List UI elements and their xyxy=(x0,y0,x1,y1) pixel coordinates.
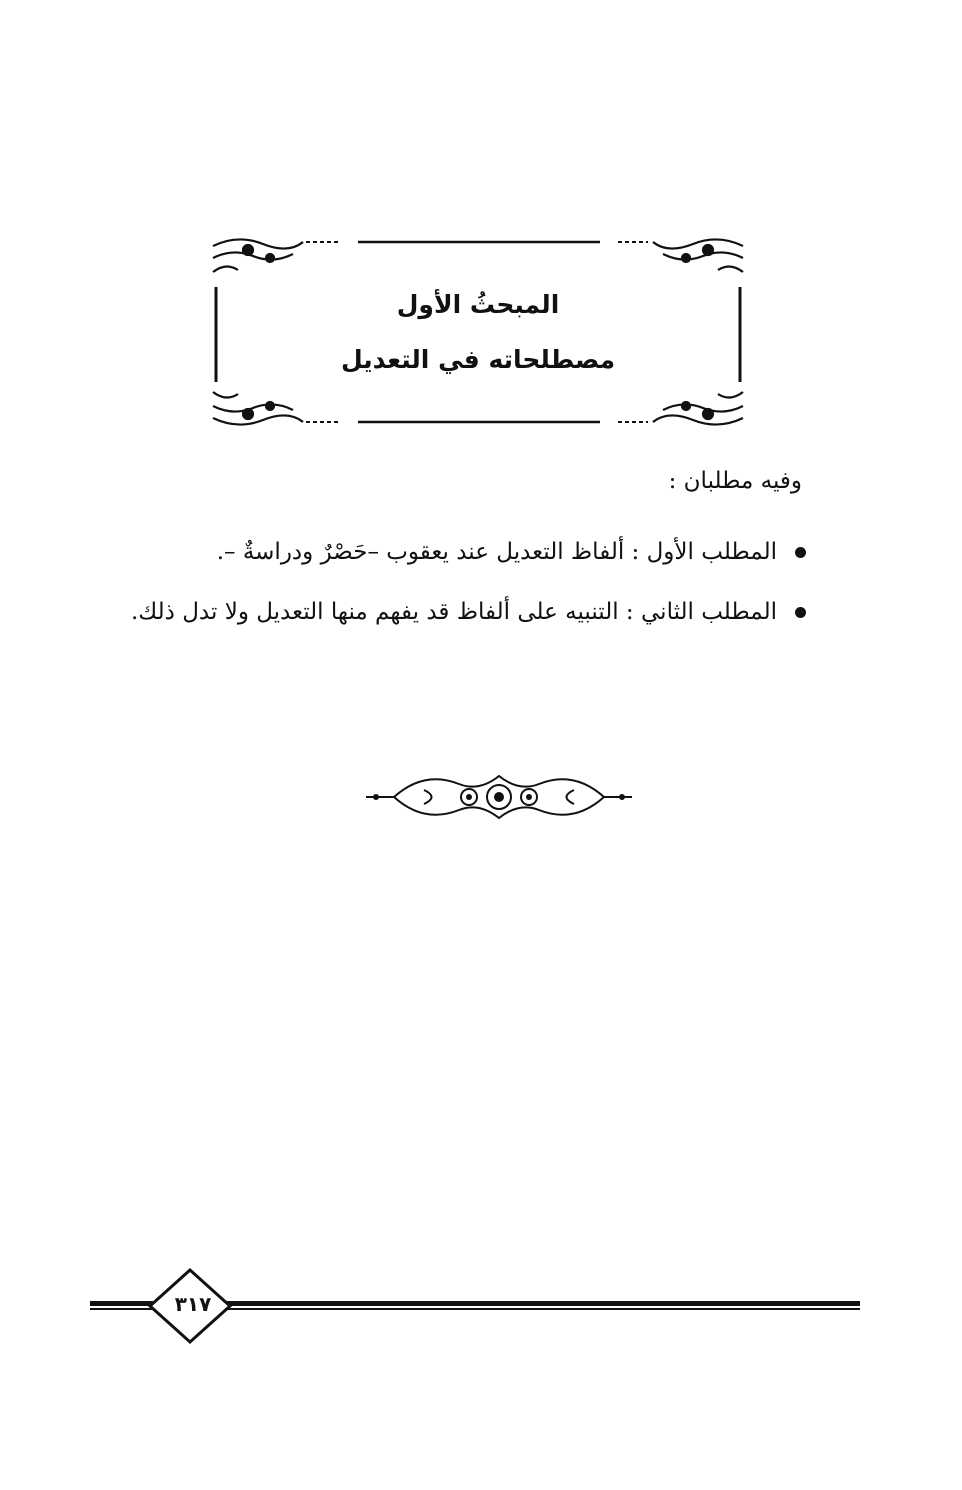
chapter-heading-frame xyxy=(208,232,748,428)
bullet-icon xyxy=(795,607,806,618)
bullet-icon xyxy=(795,547,806,558)
floral-divider-icon xyxy=(364,762,634,832)
section-list xyxy=(131,522,782,642)
chapter-subtitle: مصطلحاته في التعديل xyxy=(340,345,616,374)
intro-text: وفيه مطلبان : xyxy=(668,468,802,494)
section-label: المطلب الثاني : التنبيه على ألفاظ قد يفهم منها التعديل ولا تدل ذلك. xyxy=(130,599,777,625)
list-item xyxy=(131,522,782,582)
section-label: المطلب الأول : ألفاظ التعديل عند يعقوب –حَصْرٌ ودراسةٌ –. xyxy=(216,539,777,565)
heading-text-group xyxy=(208,232,748,428)
list-item xyxy=(131,582,782,642)
page-number: ٣١٧ xyxy=(174,1292,212,1316)
chapter-title: المبحثُ الأول xyxy=(396,290,560,319)
